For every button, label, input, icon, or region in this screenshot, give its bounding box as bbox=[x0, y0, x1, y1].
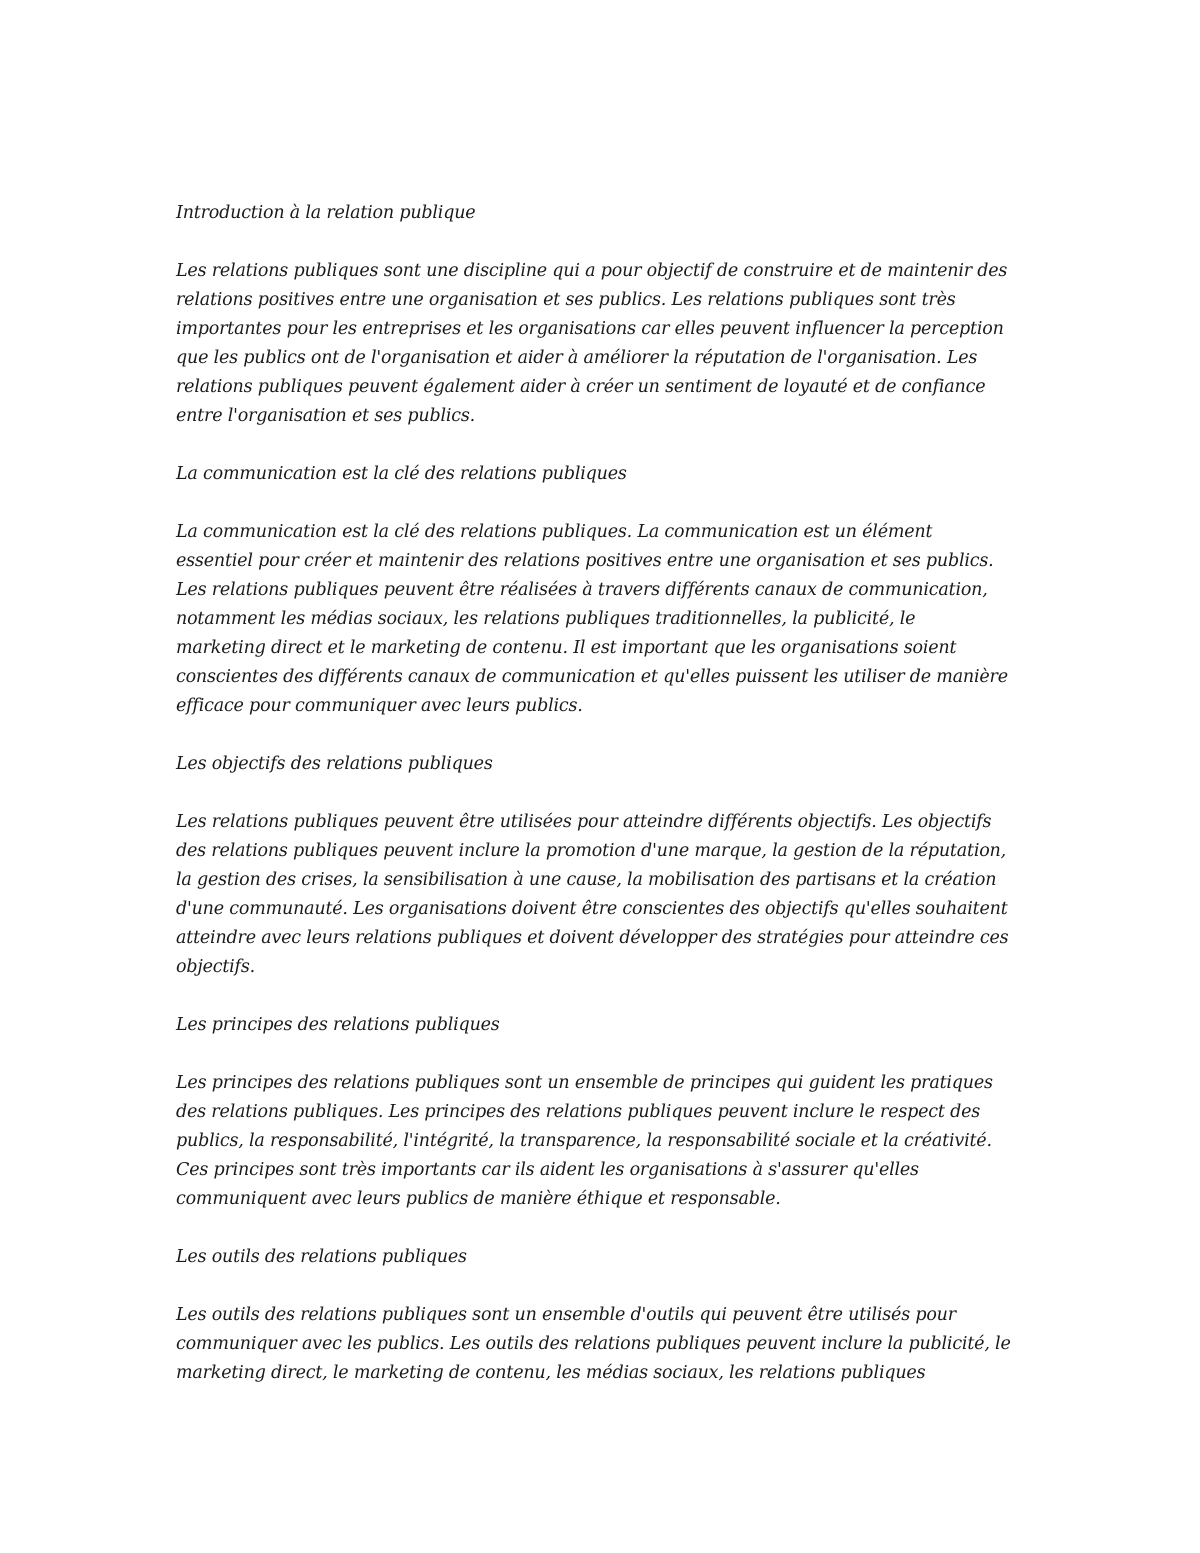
paragraph-line: importantes pour les entreprises et les organisations car elles peuvent influencer la perception bbox=[176, 319, 1004, 339]
section-paragraph bbox=[176, 1069, 1036, 1214]
paragraph-line: la gestion des crises, la sensibilisation à une cause, la mobilisation des partisans et la création bbox=[176, 870, 997, 890]
section-heading bbox=[176, 750, 1036, 779]
paragraph-line: Les relations publiques peuvent être utilisées pour atteindre différents objectifs. Les objectifs bbox=[176, 812, 992, 832]
paragraph-line: publics, la responsabilité, l'intégrité, la transparence, la responsabilité sociale et la créativité. bbox=[176, 1131, 992, 1151]
paragraph-line: Les relations publiques peuvent être réalisées à travers différents canaux de communication, bbox=[176, 580, 988, 600]
heading-text: Les outils des relations publiques bbox=[176, 1247, 467, 1267]
section-heading bbox=[176, 1011, 1036, 1040]
paragraph-line: objectifs. bbox=[176, 957, 255, 977]
paragraph-line: des relations publiques. Les principes des relations publiques peuvent inclure le respect des bbox=[176, 1102, 981, 1122]
section-paragraph bbox=[176, 518, 1036, 721]
paragraph-line: communiquent avec leurs publics de manière éthique et responsable. bbox=[176, 1189, 781, 1209]
section-paragraph bbox=[176, 808, 1036, 982]
heading-text: La communication est la clé des relations publiques bbox=[176, 464, 627, 484]
paragraph-line: communiquer avec les publics. Les outils des relations publiques peuvent inclure la publicité, le bbox=[176, 1334, 1011, 1354]
paragraph-line: notamment les médias sociaux, les relations publiques traditionnelles, la publicité, le bbox=[176, 609, 916, 629]
paragraph-line: Les principes des relations publiques sont un ensemble de principes qui guident les pratiques bbox=[176, 1073, 993, 1093]
section-heading bbox=[176, 460, 1036, 489]
paragraph-line: Ces principes sont très importants car ils aident les organisations à s'assurer qu'elles bbox=[176, 1160, 919, 1180]
paragraph-line: efficace pour communiquer avec leurs publics. bbox=[176, 696, 583, 716]
heading-text: Les principes des relations publiques bbox=[176, 1015, 500, 1035]
section-heading bbox=[176, 199, 1036, 228]
paragraph-line: conscientes des différents canaux de communication et qu'elles puissent les utiliser de manière bbox=[176, 667, 1008, 687]
heading-text: Introduction à la relation publique bbox=[176, 203, 476, 223]
section-paragraph bbox=[176, 1301, 1036, 1388]
paragraph-line: marketing direct, le marketing de contenu, les médias sociaux, les relations publiques bbox=[176, 1363, 926, 1383]
paragraph-line: des relations publiques peuvent inclure la promotion d'une marque, la gestion de la réputation, bbox=[176, 841, 1006, 861]
paragraph-line: essentiel pour créer et maintenir des relations positives entre une organisation et ses publics. bbox=[176, 551, 994, 571]
paragraph-line: relations publiques peuvent également aider à créer un sentiment de loyauté et de confiance bbox=[176, 377, 986, 397]
paragraph-line: Les relations publiques sont une discipline qui a pour objectif de construire et de maintenir des bbox=[176, 261, 1008, 281]
paragraph-line: atteindre avec leurs relations publiques et doivent développer des stratégies pour atteindre ces bbox=[176, 928, 1009, 948]
section-paragraph bbox=[176, 257, 1036, 431]
paragraph-line: que les publics ont de l'organisation et aider à améliorer la réputation de l'organisation. Les bbox=[176, 348, 978, 368]
paragraph-line: La communication est la clé des relations publiques. La communication est un élément bbox=[176, 522, 933, 542]
document-body bbox=[176, 199, 1036, 1417]
paragraph-line: d'une communauté. Les organisations doivent être conscientes des objectifs qu'elles souhaitent bbox=[176, 899, 1008, 919]
paragraph-line: entre l'organisation et ses publics. bbox=[176, 406, 476, 426]
paragraph-line: relations positives entre une organisation et ses publics. Les relations publiques sont très bbox=[176, 290, 956, 310]
paragraph-line: Les outils des relations publiques sont un ensemble d'outils qui peuvent être utilisés pour bbox=[176, 1305, 956, 1325]
heading-text: Les objectifs des relations publiques bbox=[176, 754, 493, 774]
paragraph-line: marketing direct et le marketing de contenu. Il est important que les organisations soient bbox=[176, 638, 957, 658]
section-heading bbox=[176, 1243, 1036, 1272]
